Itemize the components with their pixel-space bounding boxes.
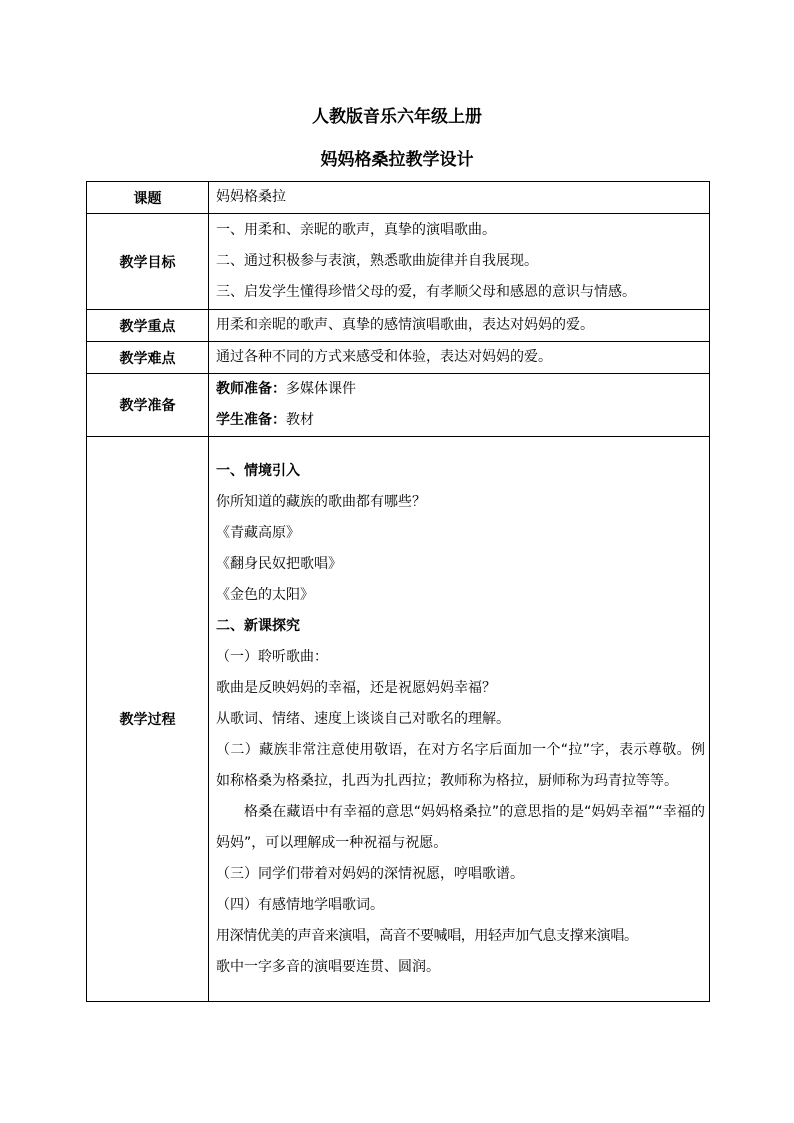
row-preparation xyxy=(87,374,710,437)
value-process xyxy=(209,437,710,1002)
label-difficulties: 教学难点 xyxy=(87,342,209,374)
value-preparation xyxy=(209,374,710,437)
teacher-prep-value: 多媒体课件 xyxy=(286,381,356,397)
teacher-prep-key: 教师准备： xyxy=(216,381,286,397)
teacher-preparation xyxy=(216,374,705,405)
song-title: 《青藏高原》 xyxy=(216,524,300,541)
row-difficulties xyxy=(87,342,710,374)
lesson-plan-table xyxy=(86,181,710,1002)
student-prep-key: 学生准备： xyxy=(216,412,286,428)
value-objectives xyxy=(209,214,710,310)
difficulties-text: 通过各种不同的方式来感受和体验，表达对妈妈的爱。 xyxy=(216,349,552,365)
key-points-text: 用柔和亲昵的歌声、真挚的感情演唱歌曲，表达对妈妈的爱。 xyxy=(216,317,594,333)
process-paragraph: 格桑在藏语中有幸福的意思“妈妈格桑拉”的意思指的是“妈妈幸福”“幸福的妈妈”，可以理解成一种祝福与祝愿。 xyxy=(216,803,705,851)
document-subtitle: 妈妈格桑拉教学设计 xyxy=(320,150,474,170)
process-line: 从歌词、情绪、速度上谈谈自己对歌名的理解。 xyxy=(216,710,510,727)
song-title: 《翻身民奴把歌唱》 xyxy=(216,555,342,572)
process-line: 你所知道的藏族的歌曲都有哪些？ xyxy=(216,493,426,510)
row-objectives xyxy=(87,214,710,310)
process-line: （四）有感情地学唱歌词。 xyxy=(216,896,384,913)
process-line: （一）聆听歌曲： xyxy=(216,648,328,665)
value-topic xyxy=(209,182,710,214)
objective-item: 三、启发学生懂得珍惜父母的爱，有孝顺父母和感恩的意识与情感。 xyxy=(216,284,636,300)
section-heading: 一、情境引入 xyxy=(216,462,300,479)
topic-text: 妈妈格桑拉 xyxy=(216,189,286,205)
document-title: 人教版音乐六年级上册 xyxy=(312,107,482,127)
label-process: 教学过程 xyxy=(87,437,209,1002)
row-process xyxy=(87,437,710,1002)
label-objectives: 教学目标 xyxy=(87,214,209,310)
label-key-points: 教学重点 xyxy=(87,310,209,342)
label-preparation: 教学准备 xyxy=(87,374,209,437)
process-line: 歌中一字多音的演唱要连贯、圆润。 xyxy=(216,958,440,975)
objective-item: 一、用柔和、亲昵的歌声，真挚的演唱歌曲。 xyxy=(216,222,496,238)
value-difficulties xyxy=(209,342,710,374)
row-topic xyxy=(87,182,710,214)
label-topic: 课题 xyxy=(87,182,209,214)
section-heading: 二、新课探究 xyxy=(216,617,300,634)
row-key-points xyxy=(87,310,710,342)
student-preparation xyxy=(216,405,705,436)
value-key-points xyxy=(209,310,710,342)
song-title: 《金色的太阳》 xyxy=(216,586,314,603)
process-line: 歌曲是反映妈妈的幸福，还是祝愿妈妈幸福？ xyxy=(216,679,496,696)
process-line: （三）同学们带着对妈妈的深情祝愿，哼唱歌谱。 xyxy=(216,865,524,882)
process-line: 用深情优美的声音来演唱，高音不要喊唱，用轻声加气息支撑来演唱。 xyxy=(216,927,638,944)
objective-item: 二、通过积极参与表演，熟悉歌曲旋律并自我展现。 xyxy=(216,253,538,269)
process-paragraph: （二）藏族非常注意使用敬语，在对方名字后面加一个“拉”字，表示尊敬。例如称格桑为格桑拉，扎西为扎西拉；教师称为格拉，厨师称为玛青拉等等。 xyxy=(216,741,705,789)
student-prep-value: 教材 xyxy=(286,412,314,428)
